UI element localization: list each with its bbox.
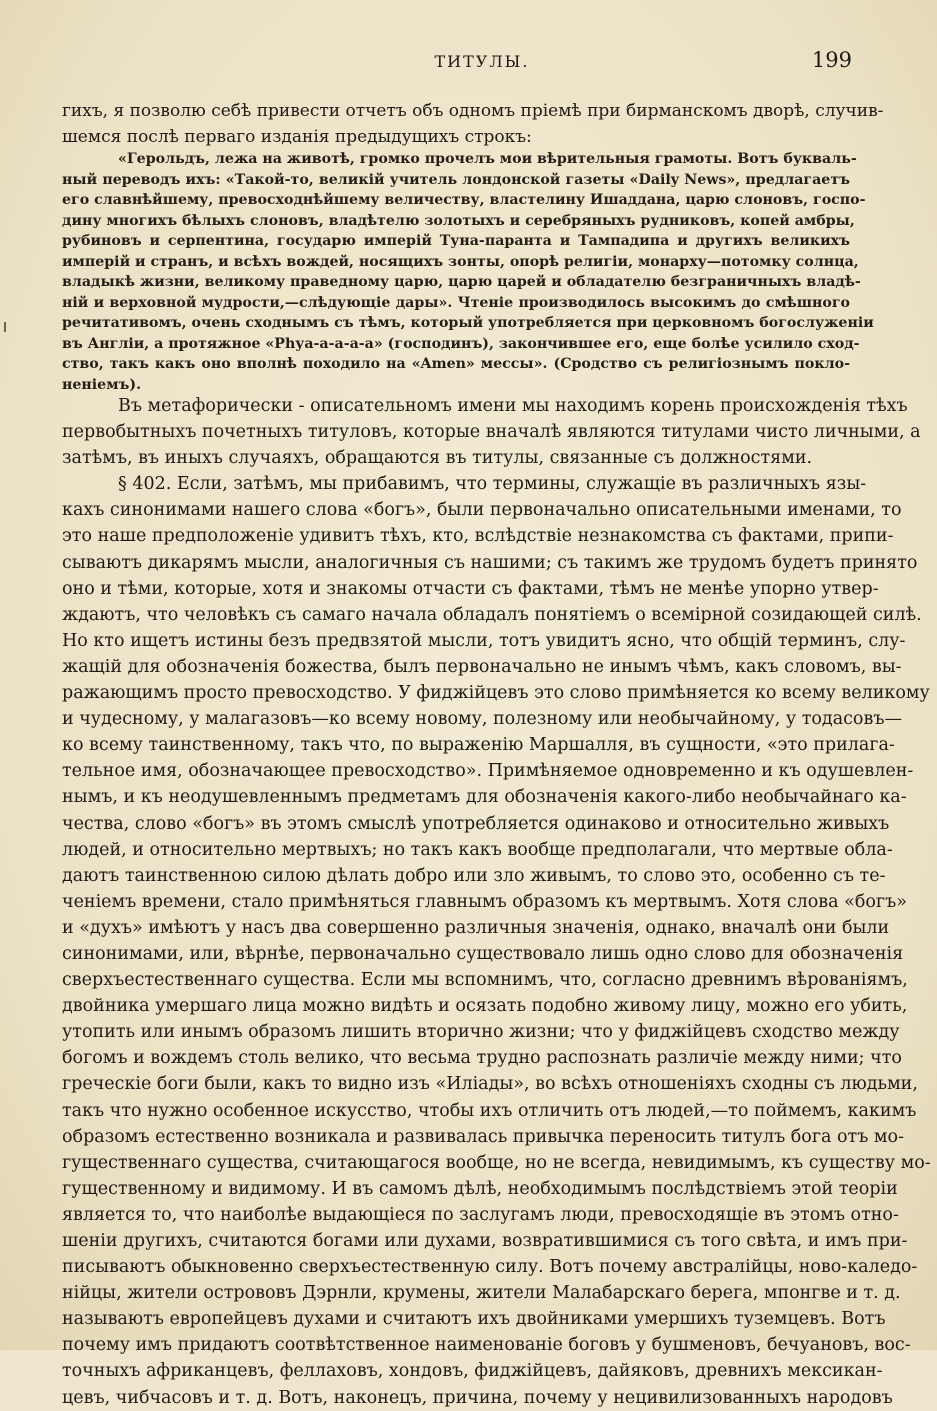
quote-line: дину многихъ бѣлыхъ слоновъ, владѣтелю золотыхъ и серебряныхъ рудниковъ, копей амбры, — [62, 212, 855, 229]
text-line: даютъ таинственною силою дѣлать добро или зло живымъ, то слово это, особенно съ те- — [62, 865, 886, 886]
text-line: затѣмъ, въ иныхъ случаяхъ, обращаются въ титулы, связанные съ должностями. — [62, 448, 813, 469]
quote-line: речитативомъ, очень сходнымъ съ тѣмъ, который употребляется при церковномъ богослуженіи — [62, 315, 874, 331]
text-line: шеніи другихъ, считаются богами или духами, возвратившимися съ того свѣта, и имъ при- — [62, 1231, 908, 1251]
text-line: ко всему таинственному, такъ что, по выраженію Маршалля, въ сущности, «это прилага- — [62, 735, 895, 756]
quote-line: неніемъ). — [62, 376, 142, 393]
section-402-start: § 402. Если, затѣмъ, мы прибавимъ, что термины, служащіе въ различныхъ язы- — [118, 474, 867, 495]
text-line: оно и тѣми, которые, хотя и знакомы отчасти съ фактами, тѣмъ не менѣе упорно утвер- — [62, 578, 879, 599]
text-line: тельное имя, обозначающее превосходство». Примѣняемое одновременно и къ одушевлен- — [62, 761, 914, 782]
text-line: и «духъ» имѣютъ у насъ два совершенно различныя значенія, однако, вначалѣ они были — [62, 917, 890, 938]
quote-line: «Герольдъ, лежа на животѣ, громко прочелъ мои вѣрительныя грамоты. Вотъ букваль- — [118, 151, 857, 167]
intro-paragraph — [62, 98, 884, 150]
text-line: сверхъестественнаго существа. Если мы вспомнимъ, что, согласно древнимъ вѣрованіямъ, — [62, 970, 908, 991]
text-line: шемся послѣ перваго изданія предыдущихъ строкъ: — [62, 127, 532, 147]
quote-line: имперій и странъ, и всѣхъ вождей, носящихъ зонты, опорѣ религіи, монарху—потомку солнца, — [62, 253, 859, 270]
text-line: утопить или инымъ образомъ лишить вторично жизни; что у фиджійцевъ сходство между — [62, 1022, 900, 1043]
text-line: такъ что нужно особенное искусство, чтобы ихъ отличить отъ людей,—то поймемъ, какимъ — [62, 1100, 917, 1121]
text-line: ражающимъ просто превосходство. У фиджійцевъ это слово примѣняется ко всему великому — [62, 683, 930, 704]
text-line: писываютъ обыкновенно сверхъестественную силу. Вотъ почему австралійцы, ново-каледо- — [62, 1257, 918, 1278]
text-line: почему имъ придаютъ соотвѣтственное наименованіе боговъ у бушменовъ, бечуановъ, вос- — [62, 1335, 911, 1356]
quote-line: въ Англіи, а протяжное «Рhуа-а-а-а-а» (господинъ), закончившее его, еще болѣе усилило сход- — [62, 335, 860, 352]
main-text — [62, 393, 931, 1411]
quotation-block — [62, 149, 874, 395]
quote-line: его славнѣйшему, превосходнѣйшему величеству, властелину Ишаддана, царю слоновъ, госпо- — [62, 192, 866, 208]
quote-line: ство, такъ какъ оно вполнѣ походило на «Amen» мессы». (Сродство съ религіознымъ покло- — [62, 356, 850, 372]
page-header — [112, 50, 852, 80]
text-line: Въ метафорически - описательномъ имени мы находимъ корень происхожденія тѣхъ — [118, 396, 908, 416]
text-line: богомъ и вождемъ столь велико, что весьма трудно распознать различіе между ними; что — [62, 1048, 902, 1069]
text-line: чества, слово «богъ» въ этомъ смыслѣ употребляется одинаково и относительно живыхъ — [62, 813, 890, 834]
text-line: двойника умершаго лица можно видѣть и осязать подобно живому лицу, можно его убить, — [62, 996, 908, 1017]
text-line: нымъ, и къ неодушевленнымъ предметамъ для обозначенія какого-либо необычайнаго ка- — [62, 787, 907, 808]
text-line: людей, и относительно мертвыхъ; но такъ какъ вообще предполагали, что мертвые обла- — [62, 839, 893, 860]
page-number: 199 — [811, 48, 852, 72]
text-line: точныхъ африканцевъ, феллаховъ, хондовъ, фиджійцевъ, дайяковъ, древнихъ мексикан- — [62, 1361, 883, 1382]
text-line: образомъ естественно возникала и развивалась привычка переносить титулъ бога отъ мо- — [62, 1126, 904, 1147]
quote-line: владыкѣ жизни, великому праведному царю, царю царей и обладателю безграничныхъ владѣ- — [62, 274, 861, 290]
margin-mark — [4, 322, 6, 332]
quote-line: ный переводъ ихъ: «Такой-то, великій учитель лондонской газеты «Daily News», предлагаетъ — [62, 171, 850, 188]
text-line: греческіе боги были, какъ то видно изъ «Иліады», во всѣхъ отношеніяхъ сходны съ людьми, — [62, 1074, 918, 1095]
text-line: ченіемъ времени, стало примѣняться главнымъ образомъ къ мертвымъ. Хотя слова «богъ» — [62, 891, 907, 912]
text-line: гихъ, я позволю себѣ привести отчетъ объ одномъ пріемѣ при бирманскомъ дворѣ, случив- — [62, 101, 884, 121]
text-line: ждаютъ, что человѣкъ съ самаго начала обладалъ понятіемъ о всемірной созидающей силѣ. — [62, 604, 922, 625]
text-line: кахъ синонимами нашего слова «богъ», были первоначально описательными именами, то — [62, 500, 902, 521]
text-line: гущественному и видимому. И въ самомъ дѣлѣ, необходимымъ послѣдствіемъ этой теоріи — [62, 1178, 898, 1199]
text-line: первобытныхъ почетныхъ титуловъ, которые вначалѣ являются титулами чисто личными, а — [62, 422, 921, 443]
text-line: является то, что наиболѣе выдающіеся по заслугамъ люди, превосходящіе въ этомъ отно- — [62, 1204, 899, 1225]
text-line: синонимами, или, вѣрнѣе, первоначально существовало лишь одно слово для обозначенія — [62, 943, 904, 964]
text-line: Но кто ищетъ истины безъ предвзятой мысли, тотъ увидитъ ясно, что общій терминъ, слу- — [62, 630, 906, 651]
text-line: это наше предположеніе удивитъ тѣхъ, кто, вслѣдствіе незнакомства съ фактами, припи- — [62, 526, 894, 547]
text-line: гущественнаго существа, считающагося вообще, но не всегда, невидимымъ, къ существу мо- — [62, 1152, 931, 1173]
text-line: называютъ европейцевъ духами и считаютъ ихъ двойниками умершихъ туземцевъ. Вотъ — [62, 1309, 886, 1330]
text-line: жащій для обозначенія божества, былъ первоначально не инымъ чѣмъ, какъ словомъ, вы- — [62, 656, 902, 677]
text-line: цевъ, чибчасовъ и т. д. Вотъ, наконецъ, причина, почему у нецивилизованныхъ народовъ — [62, 1387, 893, 1408]
running-title: ТИТУЛЫ. — [434, 52, 530, 71]
quote-line: рубиновъ и серпентина, государю имперій Туна-паранта и Тампадипа и другихъ великихъ — [62, 233, 850, 249]
quote-line: ній и верховной мудрости,—слѣдующіе дары». Чтеніе производилось высокимъ до смѣшного — [62, 294, 850, 311]
text-line: сываютъ дикарямъ мысли, аналогичныя съ нашими; съ такимъ же трудомъ будетъ принято — [62, 552, 918, 573]
text-line: и чудесному, у малагазовъ—ко всему новому, полезному или необычайному, у тодасовъ— — [62, 709, 902, 730]
text-line: нійцы, жители острововъ Дэрнли, крумены, жители Малабарскаго берега, мпонгве и т. д. — [62, 1283, 901, 1304]
